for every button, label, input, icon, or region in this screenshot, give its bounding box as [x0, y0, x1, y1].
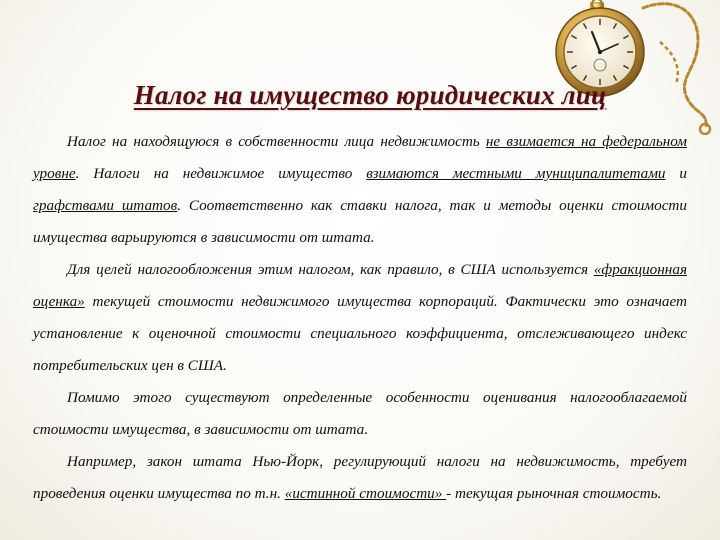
underlined-text: «истинной стоимости»	[284, 485, 447, 502]
paragraph	[33, 254, 687, 382]
text-segment: - текущая рыночная стоимость.	[446, 485, 662, 502]
text-segment: Помимо этого существуют определенные особенности оценивания налогооблагаемой стоимости имущества, в зависимости от штата.	[33, 389, 687, 438]
text-segment: Например, закон штата Нью-Йорк, регулирующий налоги на недвижимость, требует проведения оценки имущества по т.н.	[33, 453, 687, 502]
page-title: Налог на имущество юридических лиц	[133, 80, 607, 110]
underlined-text: графствами штатов	[33, 197, 178, 214]
text-segment: . Налоги на недвижимое имущество	[75, 165, 367, 182]
underlined-text: взимаются местными муниципалитетами	[366, 165, 666, 182]
underlined-text: не взимается на федеральном уровне	[33, 133, 687, 182]
body-text	[33, 126, 687, 510]
text-segment: . Соответственно как ставки налога, так и методы оценки стоимости имущества варьируются в зависимости от штата.	[33, 197, 687, 246]
text-segment: и	[665, 165, 688, 182]
text-segment: Налог на находящуюся в собственности лица недвижимость	[67, 133, 486, 150]
paragraph	[33, 126, 687, 254]
text-segment: текущей стоимости недвижимого имущества корпораций. Фактически это означает установление к оценочной стоимости специального коэффициента, отслеживающего индекс потребительских цен в США.	[33, 293, 687, 374]
text-segment: Для целей налогообложения этим налогом, как правило, в США используется	[67, 261, 594, 278]
pocket-watch-icon	[548, 0, 720, 135]
paragraph	[33, 446, 687, 510]
paragraph	[33, 382, 687, 446]
underlined-text: «фракционная оценка»	[33, 261, 687, 310]
